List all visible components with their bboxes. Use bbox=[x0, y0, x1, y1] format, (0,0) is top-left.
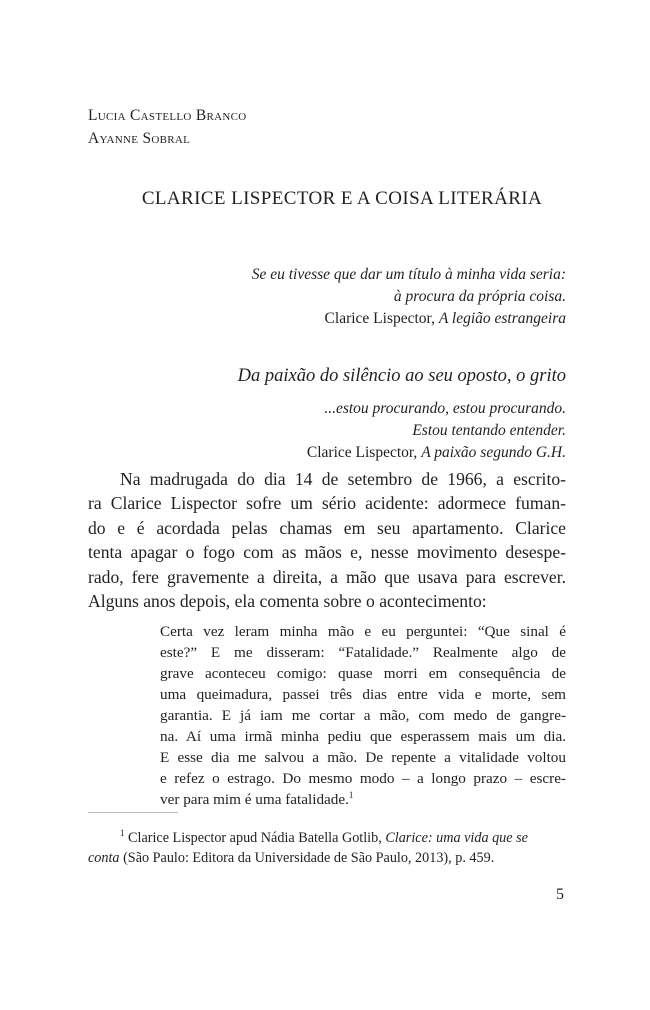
quote-line: uma queimadura, passei três dias entre vida e morte, sem bbox=[160, 686, 566, 703]
epigraph-source bbox=[307, 442, 566, 464]
paragraph-line: tenta apagar o fogo com as mãos e, nesse movimento desespe- bbox=[88, 542, 566, 563]
quote-line: E esse dia me salvou a mão. De repente a vitalidade voltou bbox=[160, 749, 566, 766]
section-subheading: Da paixão do silêncio ao seu oposto, o grito bbox=[237, 366, 566, 386]
footnote bbox=[88, 828, 566, 868]
footnote-text: Clarice Lispector apud Nádia Batella Gotlib, bbox=[124, 830, 386, 846]
chapter-title: CLARICE LISPECTOR E A COISA LITERÁRIA bbox=[141, 188, 543, 209]
paragraph-line: do e é acordada pelas chamas em seu apartamento. Clarice bbox=[88, 517, 566, 538]
epigraph bbox=[252, 264, 566, 330]
epigraph-line: Se eu tivesse que dar um título à minha vida seria: bbox=[251, 266, 566, 283]
footnote-marker: 1 bbox=[120, 828, 125, 838]
footnote-divider bbox=[88, 812, 178, 813]
footnote-line bbox=[88, 848, 566, 868]
quote-line: grave aconteceu comigo: quase morri em consequência de bbox=[160, 665, 566, 682]
epigraph-source bbox=[252, 308, 566, 330]
paragraph-line: Alguns anos depois, ela comenta sobre o acontecimento: bbox=[88, 591, 487, 612]
footnote-book-title: Clarice: uma vida que se bbox=[385, 830, 528, 846]
footnote-line bbox=[88, 828, 566, 848]
epigraph-source-author: Clarice Lispector, bbox=[306, 444, 422, 461]
footnote-book-title: conta bbox=[88, 850, 120, 866]
paragraph-line: Na madrugada do dia 14 de setembro de 1966, a escrito- bbox=[120, 469, 566, 489]
paragraph-line: rado, fere gravemente a direita, a mão que usava para escrever. bbox=[88, 566, 566, 587]
epigraph-source-work: A paixão segundo G.H. bbox=[421, 444, 566, 461]
epigraph-source-work: A legião estrangeira bbox=[438, 310, 566, 327]
epigraph-line: à procura da própria coisa. bbox=[393, 288, 566, 305]
quote-line: Certa vez leram minha mão e eu perguntei: “Que sinal é bbox=[160, 623, 566, 640]
quote-line-final bbox=[160, 789, 566, 810]
quote-line: este?” E me disseram: “Fatalidade.” Realmente algo de bbox=[160, 644, 566, 661]
author-name: Lucia Castello Branco bbox=[88, 107, 247, 124]
paragraph-line: ra Clarice Lispector sofre um sério acidente: adormece fuman- bbox=[88, 493, 566, 514]
quote-line: na. Aí uma irmã minha pediu que esperassem mais um dia. bbox=[160, 728, 566, 745]
footnote-text: (São Paulo: Editora da Universidade de São Paulo, 2013), p. 459. bbox=[119, 850, 495, 866]
block-quote bbox=[160, 621, 566, 810]
authors-block bbox=[88, 104, 246, 150]
body-paragraph bbox=[88, 467, 566, 613]
quote-line: ver para mim é uma fatalidade. bbox=[160, 791, 349, 808]
quote-line: garantia. E já iam me cortar a mão, com medo de gangre- bbox=[160, 707, 566, 724]
epigraph-line: ...estou procurando, estou procurando. bbox=[324, 400, 566, 417]
page-number: 5 bbox=[556, 886, 564, 903]
quote-line: e refez o estrago. Do mesmo modo – a longo prazo – escre- bbox=[160, 770, 566, 787]
footnote-reference[interactable]: 1 bbox=[348, 790, 354, 800]
epigraph-source-author: Clarice Lispector, bbox=[324, 310, 439, 327]
author-name: Ayanne Sobral bbox=[88, 130, 191, 147]
epigraph bbox=[307, 398, 566, 464]
epigraph-line: Estou tentando entender. bbox=[412, 422, 566, 439]
